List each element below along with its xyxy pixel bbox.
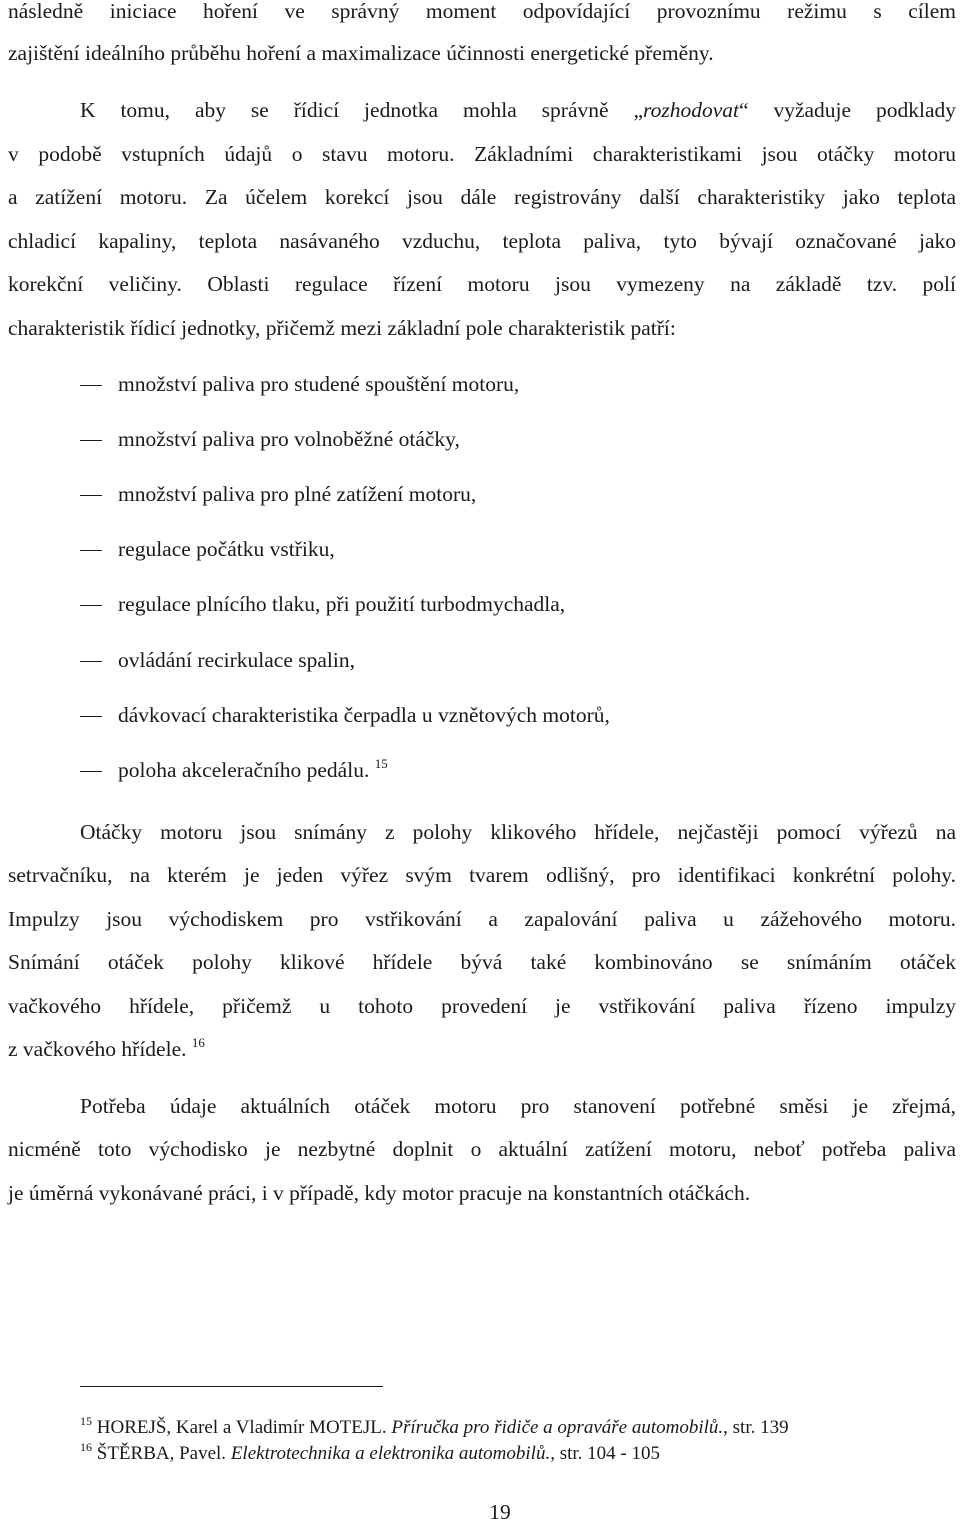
footnote-16: $^{16}$ ŠTĚRBA, Pavel. Elektrotechnika a elektronika automobilů., str. 104 - 105: [80, 1440, 660, 1464]
list-item: množství paliva pro studené spouštění motoru,: [118, 372, 520, 396]
list-dash: [80, 771, 102, 772]
paragraph-3-line-6: z vačkového hřídele. $^{16}$: [8, 1035, 205, 1061]
list-item: poloha akceleračního pedálu. $^{15}$: [118, 756, 388, 782]
paragraph-3-line-1: Otáčky motoru jsou snímány z polohy klikového hřídele, nejčastěji pomocí výřezů na: [80, 820, 956, 844]
list-dash: [80, 495, 102, 496]
page-number: 19: [489, 1500, 511, 1524]
list-dash: [80, 385, 102, 386]
paragraph-2-line-5: korekční veličiny. Oblasti regulace řízení motoru jsou vymezeny na základě tzv. polí: [8, 272, 956, 296]
paragraph-3-line-4: Snímání otáček polohy klikové hřídele bývá také kombinováno se snímáním otáček: [8, 950, 956, 974]
list-item: množství paliva pro plné zatížení motoru,: [118, 482, 477, 506]
paragraph-3-line-2: setrvačníku, na kterém je jeden výřez svým tvarem odlišný, pro identifikaci konkrétní polohy.: [8, 863, 956, 887]
footnote-separator: [80, 1386, 383, 1387]
paragraph-2-line-2: v podobě vstupních údajů o stavu motoru. Základními charakteristikami jsou otáčky motoru: [8, 142, 956, 166]
paragraph-3-line-3: Impulzy jsou východiskem pro vstřikování a zapalování paliva u zážehového motoru.: [8, 907, 956, 931]
paragraph-2-line-3: a zatížení motoru. Za účelem korekcí jsou dále registrovány další charakteristiky jako teplota: [8, 185, 956, 209]
footnote-15: $^{15}$ HOREJŠ, Karel a Vladimír MOTEJL. Příručka pro řidiče a opraváře automobilů., str. 139: [80, 1414, 789, 1438]
list-dash: [80, 605, 102, 606]
list-dash: [80, 440, 102, 441]
paragraph-3-line-5: vačkového hřídele, přičemž u tohoto provedení je vstřikování paliva řízeno impulzy: [8, 994, 956, 1018]
list-dash: [80, 661, 102, 662]
list-dash: [80, 716, 102, 717]
paragraph-1-line-1: následně iniciace hoření ve správný moment odpovídající provoznímu režimu s cílem: [8, 0, 956, 23]
paragraph-4-line-2: nicméně toto východisko je nezbytné doplnit o aktuální zatížení motoru, neboť potřeba paliva: [8, 1137, 956, 1161]
list-item: ovládání recirkulace spalin,: [118, 648, 355, 672]
footnote-ref-16[interactable]: 16: [191, 1035, 205, 1050]
list-item: množství paliva pro volnoběžné otáčky,: [118, 427, 460, 451]
list-dash: [80, 550, 102, 551]
italic-rozhodovat: rozhodovat: [643, 98, 739, 122]
paragraph-2-line-6: charakteristik řídicí jednotky, přičemž mezi základní pole charakteristik patří:: [8, 316, 676, 340]
footnote-ref-15[interactable]: 15: [374, 756, 388, 771]
list-item: regulace plnícího tlaku, při použití turbodmychadla,: [118, 592, 566, 616]
list-item: dávkovací charakteristika čerpadla u vznětových motorů,: [118, 703, 610, 727]
paragraph-4-line-3: je úměrná vykonávané práci, i v případě, kdy motor pracuje na konstantních otáčkách.: [8, 1181, 751, 1205]
list-item: regulace počátku vstřiku,: [118, 537, 335, 561]
paragraph-4-line-1: Potřeba údaje aktuálních otáček motoru pro stanovení potřebné směsi je zřejmá,: [80, 1094, 956, 1118]
paragraph-2-line-1: K tomu, aby se řídicí jednotka mohla správně „rozhodovat“ vyžaduje podklady: [80, 98, 956, 122]
paragraph-2-line-4: chladicí kapaliny, teplota nasávaného vzduchu, teplota paliva, tyto bývají označované jako: [8, 229, 956, 253]
paragraph-1-line-2: zajištění ideálního průběhu hoření a maximalizace účinnosti energetické přeměny.: [8, 41, 714, 65]
